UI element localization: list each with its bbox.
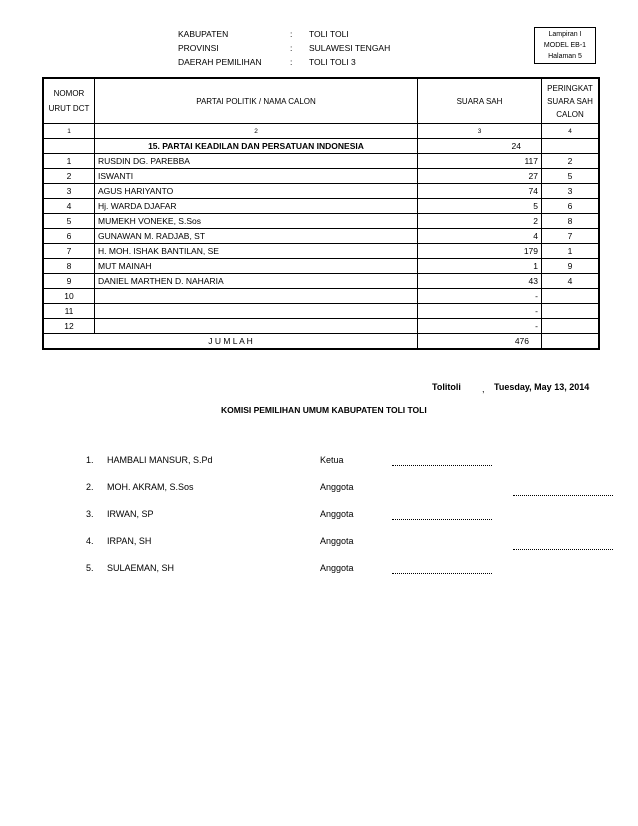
- lampiran-page: Halaman 5: [548, 53, 582, 60]
- header-sep: :: [290, 57, 293, 67]
- candidate-votes: -: [418, 289, 542, 304]
- signatory-number: 1.: [86, 455, 94, 465]
- table-row: [43, 169, 599, 184]
- signature-line: [392, 519, 492, 520]
- signatory-name: IRPAN, SH: [107, 536, 152, 546]
- candidate-votes: 117: [418, 154, 542, 169]
- candidate-rank: [542, 289, 600, 304]
- candidate-votes: 4: [418, 229, 542, 244]
- signatory-name: IRWAN, SP: [107, 509, 154, 519]
- candidate-number: 12: [43, 319, 95, 334]
- table-row: [43, 304, 599, 319]
- candidate-votes: 179: [418, 244, 542, 259]
- candidate-votes: 5: [418, 199, 542, 214]
- candidate-name: [95, 319, 418, 334]
- header-sep: :: [290, 29, 293, 39]
- signatory-name: MOH. AKRAM, S.Sos: [107, 482, 194, 492]
- signatory-role: Anggota: [320, 536, 354, 546]
- col-partai-header: PARTAI POLITIK / NAMA CALON: [95, 78, 418, 124]
- lampiran-box: [534, 27, 596, 64]
- results-table: [42, 77, 600, 350]
- candidate-rows: [43, 154, 599, 334]
- candidate-rank: [542, 319, 600, 334]
- header-label: PROVINSI: [178, 43, 219, 53]
- signatory-name: SULAEMAN, SH: [107, 563, 175, 573]
- header-label: KABUPATEN: [178, 29, 229, 39]
- col-peringkat-header: [542, 78, 600, 124]
- signatory-number: 2.: [86, 482, 94, 492]
- candidate-rank: 7: [542, 229, 600, 244]
- candidate-number: 9: [43, 274, 95, 289]
- total-label: J U M L A H: [43, 334, 418, 350]
- candidate-number: 6: [43, 229, 95, 244]
- col-suara-header: SUARA SAH: [418, 78, 542, 124]
- total-rank-blank: [542, 334, 600, 350]
- signature-line: [513, 549, 613, 550]
- candidate-votes: 1: [418, 259, 542, 274]
- candidate-name: Hj. WARDA DJAFAR: [95, 199, 418, 214]
- party-name: 15. PARTAI KEADILAN DAN PERSATUAN INDONESIA: [95, 139, 418, 154]
- col-nomor-line2: URUT DCT: [48, 104, 90, 113]
- table-row: [43, 274, 599, 289]
- col-peringkat-line1: PERINGKAT: [547, 83, 593, 93]
- col-peringkat-line2: SUARA SAH: [547, 96, 593, 106]
- candidate-rank: 5: [542, 169, 600, 184]
- signatory-name: HAMBALI MANSUR, S.Pd: [107, 455, 213, 465]
- table-index-row: [43, 124, 599, 139]
- candidate-rank: 3: [542, 184, 600, 199]
- header-value: TOLI TOLI: [309, 29, 349, 39]
- party-rank-blank: [542, 139, 600, 154]
- candidate-rank: 1: [542, 244, 600, 259]
- signatory-role: Anggota: [320, 563, 354, 573]
- signatory-number: 5.: [86, 563, 94, 573]
- candidate-votes: 43: [418, 274, 542, 289]
- candidate-name: MUMEKH VONEKE, S.Sos: [95, 214, 418, 229]
- party-votes: 24: [418, 139, 542, 154]
- candidate-rank: 2: [542, 154, 600, 169]
- party-row: [43, 139, 599, 154]
- signatory-role: Ketua: [320, 455, 344, 465]
- signature-line: [392, 465, 492, 466]
- candidate-number: 1: [43, 154, 95, 169]
- col-peringkat-line3: CALON: [556, 109, 584, 119]
- candidate-votes: 74: [418, 184, 542, 199]
- candidate-rank: 9: [542, 259, 600, 274]
- candidate-name: DANIEL MARTHEN D. NAHARIA: [95, 274, 418, 289]
- candidate-number: 4: [43, 199, 95, 214]
- candidate-name: RUSDIN DG. PAREBBA: [95, 154, 418, 169]
- candidate-number: 10: [43, 289, 95, 304]
- total-row: [43, 334, 599, 350]
- candidate-name: MUT MAINAH: [95, 259, 418, 274]
- table-header-row: [43, 78, 599, 124]
- candidate-number: 7: [43, 244, 95, 259]
- table-row: [43, 289, 599, 304]
- candidate-name: H. MOH. ISHAK BANTILAN, SE: [95, 244, 418, 259]
- table-row: [43, 229, 599, 244]
- signatory-number: 4.: [86, 536, 94, 546]
- signatory-role: Anggota: [320, 482, 354, 492]
- signature-line: [513, 495, 613, 496]
- candidate-votes: 27: [418, 169, 542, 184]
- candidate-name: GUNAWAN M. RADJAB, ST: [95, 229, 418, 244]
- candidate-number: 11: [43, 304, 95, 319]
- party-blank: [43, 139, 95, 154]
- index-cell: 1: [43, 124, 95, 139]
- date: Tuesday, May 13, 2014: [494, 382, 590, 392]
- table-row: [43, 154, 599, 169]
- candidate-rank: 4: [542, 274, 600, 289]
- candidate-votes: -: [418, 319, 542, 334]
- table-row: [43, 214, 599, 229]
- candidate-votes: -: [418, 304, 542, 319]
- candidate-name: AGUS HARIYANTO: [95, 184, 418, 199]
- candidate-rank: 8: [542, 214, 600, 229]
- signatory-number: 3.: [86, 509, 94, 519]
- candidate-number: 5: [43, 214, 95, 229]
- table-row: [43, 199, 599, 214]
- header-value: SULAWESI TENGAH: [309, 43, 391, 53]
- candidate-number: 2: [43, 169, 95, 184]
- col-nomor-header: [43, 78, 95, 124]
- candidate-rank: 6: [542, 199, 600, 214]
- signature-line: [392, 573, 492, 574]
- candidate-name: [95, 289, 418, 304]
- table-row: [43, 184, 599, 199]
- candidate-votes: 2: [418, 214, 542, 229]
- candidate-number: 8: [43, 259, 95, 274]
- col-nomor-line1: NOMOR: [53, 89, 85, 98]
- table-row: [43, 319, 599, 334]
- index-cell: 2: [95, 124, 418, 139]
- candidate-number: 3: [43, 184, 95, 199]
- total-value: 476: [418, 334, 542, 350]
- table-row: [43, 244, 599, 259]
- lampiran-line: Lampiran I: [548, 31, 582, 38]
- place: Tolitoli: [432, 382, 461, 392]
- table-row: [43, 259, 599, 274]
- header-sep: :: [290, 43, 293, 53]
- commission-title: KOMISI PEMILIHAN UMUM KABUPATEN TOLI TOLI: [221, 405, 427, 415]
- candidate-name: [95, 304, 418, 319]
- candidate-name: ISWANTI: [95, 169, 418, 184]
- comma: ,: [482, 384, 485, 394]
- header-label: DAERAH PEMILIHAN: [178, 57, 262, 67]
- header-value: TOLI TOLI 3: [309, 57, 356, 67]
- signatory-role: Anggota: [320, 509, 354, 519]
- index-cell: 3: [418, 124, 542, 139]
- index-cell: 4: [542, 124, 600, 139]
- lampiran-model: MODEL EB-1: [543, 42, 587, 49]
- candidate-rank: [542, 304, 600, 319]
